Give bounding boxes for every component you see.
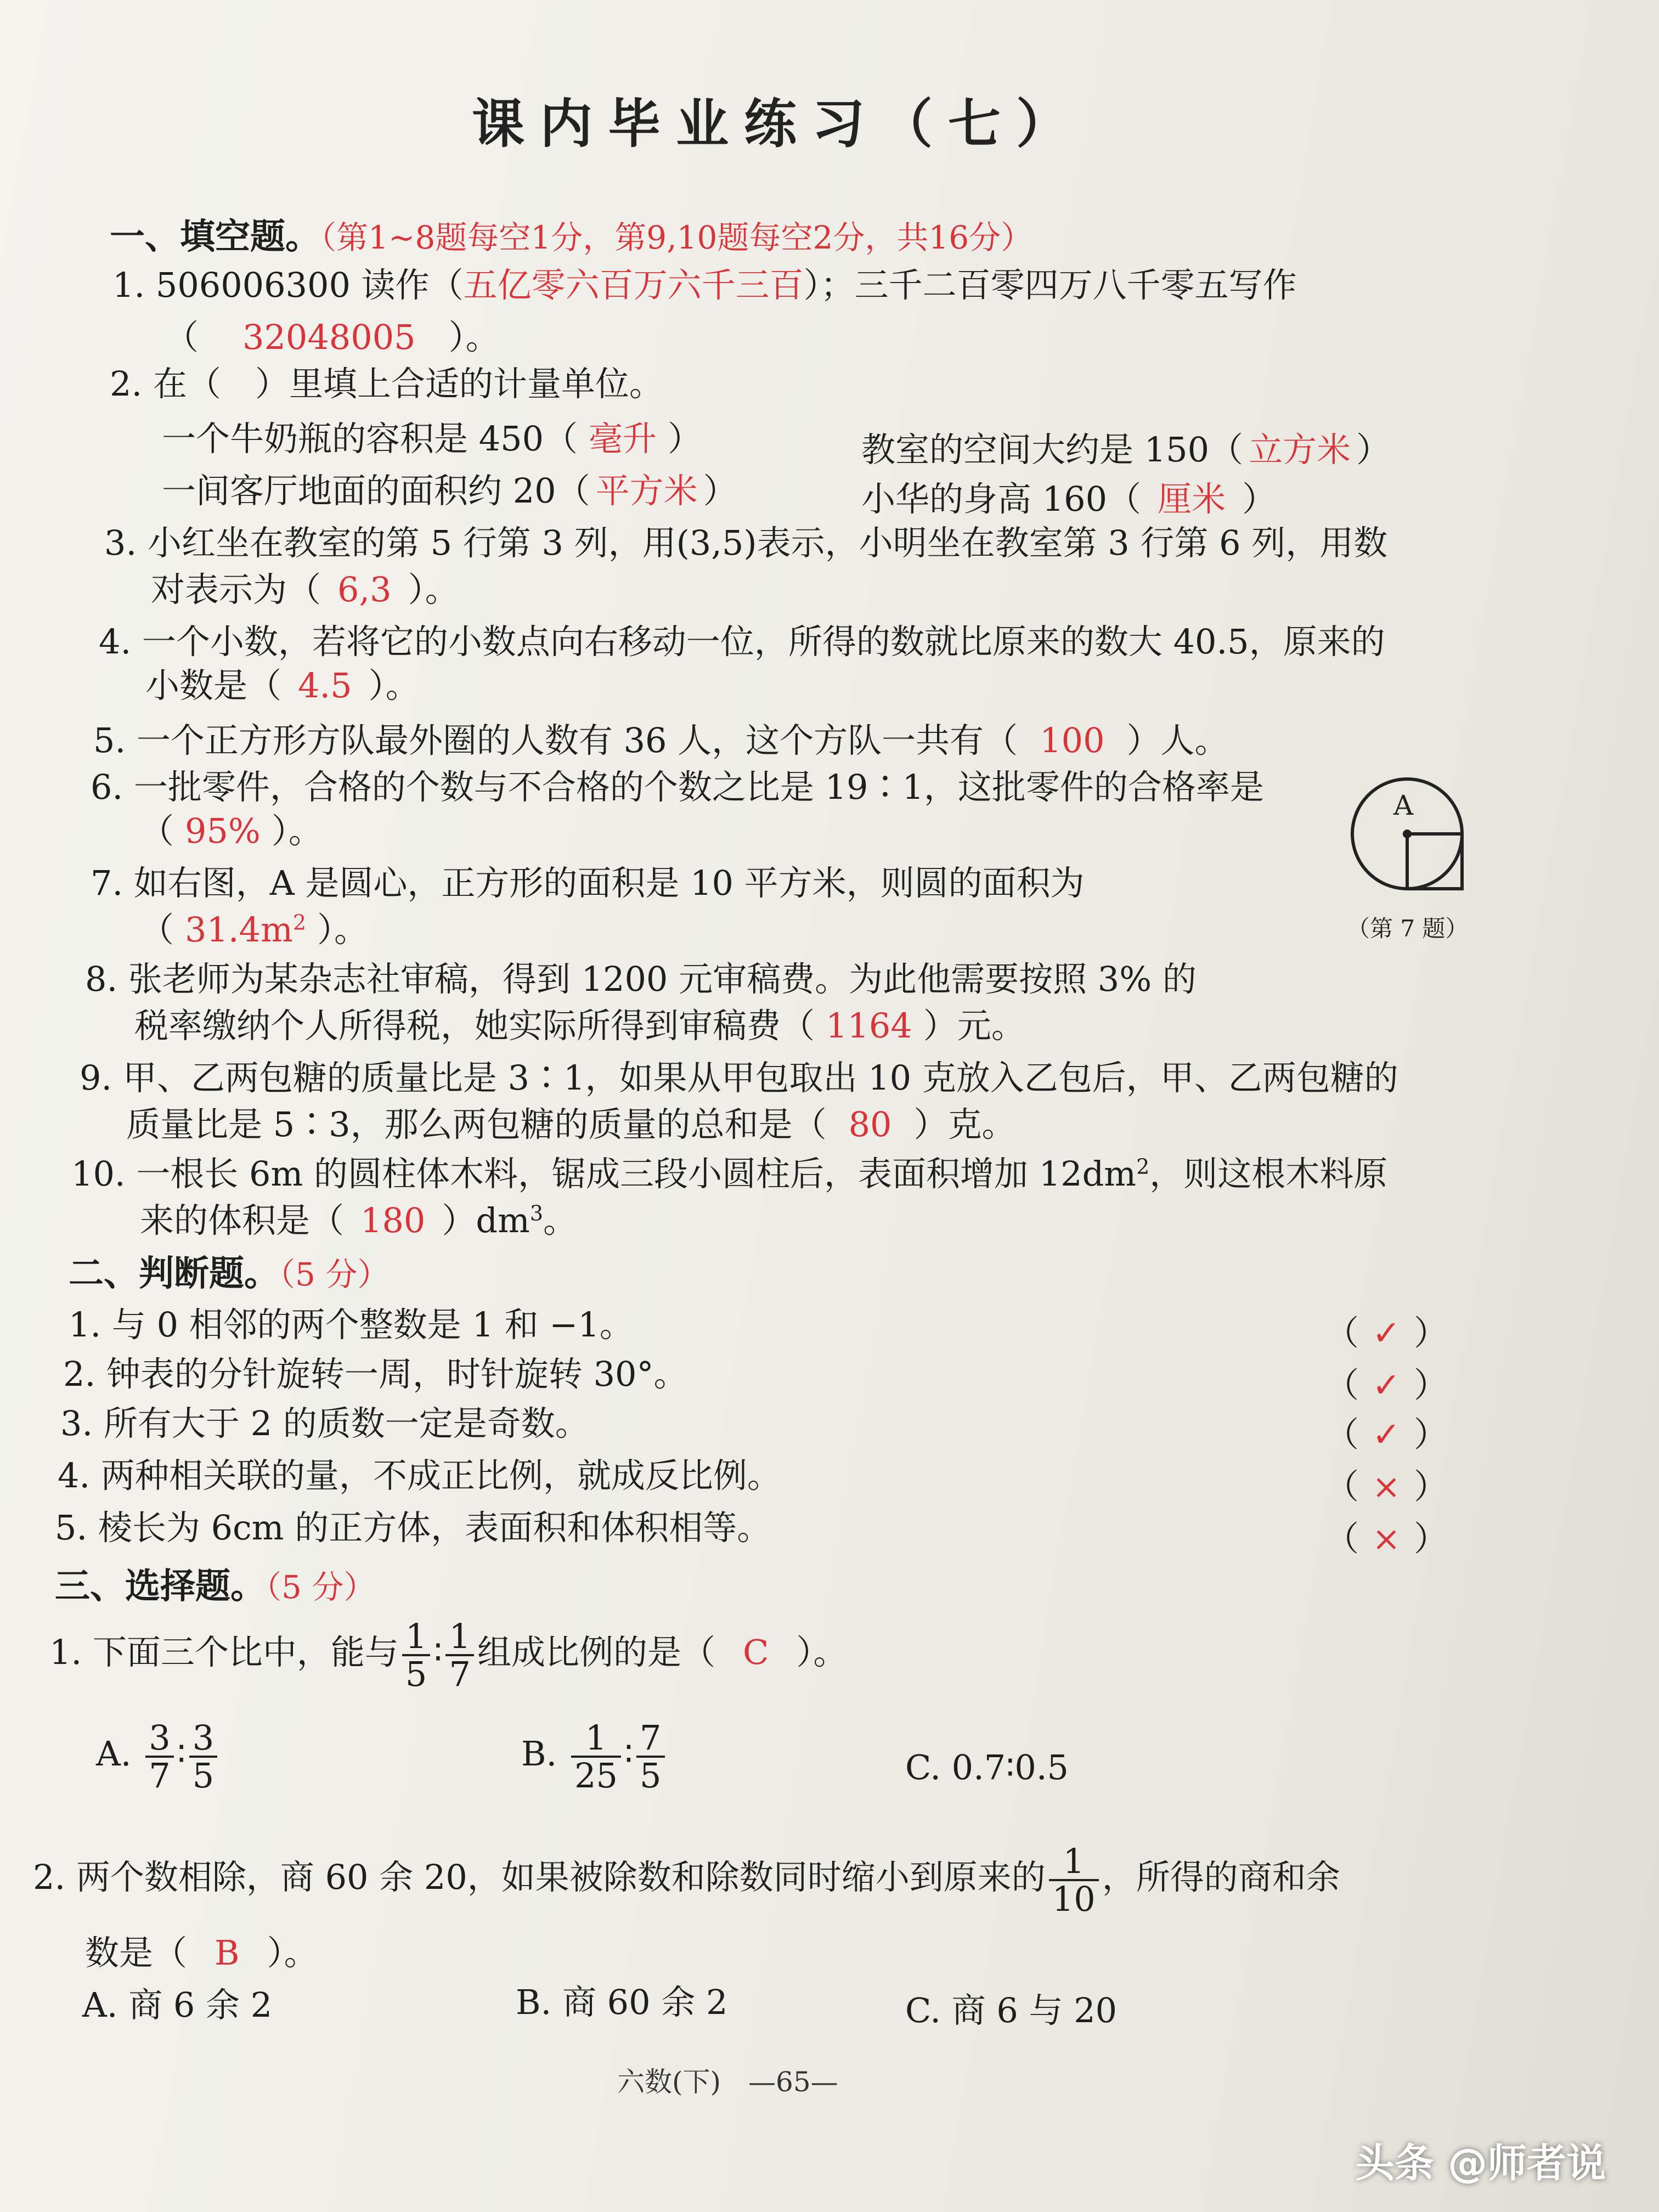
q2-a1-text: 一个牛奶瓶的容积是 450（ bbox=[162, 419, 578, 459]
q7-text-b: （ bbox=[140, 910, 174, 950]
q2-item-livingroom bbox=[162, 464, 737, 512]
q8-answer: 1164 bbox=[826, 1006, 912, 1046]
judge-check-mark: ✓ bbox=[1372, 1414, 1401, 1454]
judge-answer-box bbox=[1325, 1306, 1448, 1355]
judge-text: 钟表的分针旋转一周，时针旋转 30°。 bbox=[106, 1354, 688, 1394]
judge-text: 两种相关联的量，不成正比例，就成反比例。 bbox=[100, 1455, 781, 1496]
q2-b2-answer: 厘米 bbox=[1158, 479, 1226, 519]
q9-text-c: ）克。 bbox=[913, 1104, 1016, 1144]
q10-num: 10. bbox=[71, 1154, 126, 1194]
q4-text-b: 小数是（ bbox=[145, 665, 282, 706]
fraction bbox=[145, 1718, 173, 1796]
frac-numerator: 1 bbox=[445, 1618, 473, 1656]
judge-paren-close: ） bbox=[1413, 1519, 1448, 1559]
choice-q1-answer: C bbox=[742, 1632, 769, 1673]
judge-text: 与 0 相邻的两个整数是 1 和 −1。 bbox=[111, 1305, 634, 1345]
judge-item bbox=[60, 1396, 589, 1445]
q8-num: 8. bbox=[85, 959, 118, 999]
q7-line1 bbox=[91, 856, 1085, 905]
judge-answer-box bbox=[1325, 1407, 1448, 1456]
q7-figure-caption: （第 7 题） bbox=[1347, 915, 1469, 942]
q7-num: 7. bbox=[91, 863, 123, 903]
q1-text-b: ）；三千二百零四万八千零五写作 bbox=[803, 265, 1297, 305]
section3-score: （5 分） bbox=[266, 1568, 376, 1606]
q6-line2 bbox=[140, 804, 323, 853]
choice-q2-option-b: B. 商 60 余 2 bbox=[516, 1982, 728, 2022]
judge-item bbox=[55, 1500, 771, 1549]
judge-paren-open: （ bbox=[1325, 1466, 1359, 1506]
q9-text-b: 质量比是 5∶3，那么两包糖的质量的总和是（ bbox=[126, 1104, 827, 1144]
choice-q1-num: 1. bbox=[49, 1632, 82, 1673]
q10-sup-b: 3 bbox=[529, 1201, 544, 1226]
section3-heading: 三、选择题。 bbox=[55, 1566, 266, 1607]
ratio-colon: ∶ bbox=[433, 1632, 443, 1673]
q4-text-c: ）。 bbox=[368, 665, 420, 706]
fraction bbox=[636, 1718, 664, 1796]
judge-num: 1. bbox=[69, 1305, 101, 1345]
q7-text-c: ）。 bbox=[317, 910, 369, 950]
q10-text-d: 。 bbox=[543, 1200, 578, 1240]
q7-answer bbox=[185, 910, 306, 950]
q2-a1-end: ） bbox=[668, 419, 702, 459]
q7-circle-square-figure bbox=[1347, 774, 1473, 900]
q4-line1 bbox=[99, 614, 1385, 663]
page-title: 课内毕业练习（七） bbox=[472, 93, 1084, 155]
fraction bbox=[189, 1718, 217, 1796]
q8-text-a: 张老师为某杂志社审稿，得到 1200 元审稿费。为此他需要按照 3% 的 bbox=[128, 959, 1197, 999]
q5-num: 5. bbox=[93, 720, 126, 760]
q9-line2 bbox=[126, 1097, 1016, 1146]
q2-item-milk bbox=[162, 411, 702, 460]
q1-text-d: ）。 bbox=[448, 317, 500, 357]
q7-answer-value: 31.4m bbox=[185, 910, 293, 950]
q6-text-b: （ bbox=[140, 811, 174, 851]
q2-b1-end: ） bbox=[703, 471, 737, 511]
q3-text-c: ）。 bbox=[408, 569, 459, 610]
q1-answer-b: 32048005 bbox=[242, 317, 416, 357]
judge-answer-box bbox=[1325, 1358, 1448, 1407]
q2-b1-text: 一间客厅地面的面积约 20（ bbox=[162, 471, 590, 511]
option-label: B. bbox=[521, 1734, 557, 1774]
q10-sup-a: 2 bbox=[1136, 1154, 1150, 1179]
choice-q2-option-c: C. 商 6 与 20 bbox=[905, 1990, 1118, 2030]
q2-a2-end: ） bbox=[1356, 430, 1391, 470]
q9-num: 9. bbox=[80, 1058, 112, 1098]
q2-text: 在（ ）里填上合适的计量单位。 bbox=[153, 364, 663, 404]
choice-q2-option-a: A. 商 6 余 2 bbox=[82, 1985, 273, 2025]
frac-numerator: 1 bbox=[571, 1720, 621, 1758]
q5-line bbox=[93, 713, 1229, 762]
q3-line2 bbox=[151, 562, 459, 611]
judge-paren-open: （ bbox=[1325, 1365, 1359, 1405]
q2-a2-answer: 立方米 bbox=[1249, 430, 1351, 470]
q5-text-a: 一个正方形方队最外圈的人数有 36 人，这个方队一共有（ bbox=[136, 720, 1018, 760]
ratio-colon: ∶ bbox=[624, 1734, 634, 1774]
q2-b2-text: 小华的身高 160（ bbox=[861, 479, 1142, 519]
q10-line1 bbox=[71, 1147, 1387, 1195]
q3-answer: 6,3 bbox=[337, 569, 392, 610]
judge-paren-open: （ bbox=[1325, 1519, 1359, 1559]
choice-q1-text-c: ）。 bbox=[796, 1632, 848, 1673]
frac-denominator: 7 bbox=[449, 1654, 471, 1695]
choice-q2-text-b: 数是（ bbox=[85, 1933, 188, 1973]
q1-text-a: 506006300 读作（ bbox=[155, 265, 464, 305]
q1-answer-a: 五亿零六百万六千三百 bbox=[463, 265, 804, 305]
frac-denominator: 25 bbox=[574, 1756, 618, 1796]
frac-denominator: 10 bbox=[1052, 1879, 1096, 1920]
q8-text-c: ）元。 bbox=[923, 1006, 1025, 1046]
judge-paren-close: ） bbox=[1413, 1313, 1448, 1353]
choice-q2-text-a2: ，所得的商和余 bbox=[1102, 1857, 1340, 1898]
q7-line2 bbox=[140, 902, 368, 951]
judge-item bbox=[63, 1347, 687, 1396]
q10-text-b: 来的体积是（ bbox=[140, 1200, 345, 1240]
q10-text-c: ）dm bbox=[442, 1200, 530, 1240]
frac-numerator: 7 bbox=[636, 1720, 664, 1758]
section2-heading: 二、判断题。 bbox=[69, 1253, 279, 1294]
q2-a2-text: 教室的空间大约是 150（ bbox=[861, 430, 1244, 470]
q1-line1 bbox=[112, 258, 1297, 307]
choice-q1-line bbox=[49, 1616, 848, 1695]
q10-line2 bbox=[140, 1193, 577, 1242]
q7-text-a: 如右图，A 是圆心，正方形的面积是 10 平方米，则圆的面积为 bbox=[133, 863, 1085, 903]
choice-q1-option-b bbox=[521, 1718, 668, 1796]
q2-line1 bbox=[110, 357, 663, 405]
q7-answer-sup: 2 bbox=[292, 910, 307, 935]
q8-line1 bbox=[85, 952, 1197, 1001]
ratio-colon: ∶ bbox=[177, 1734, 186, 1774]
q6-num: 6. bbox=[91, 767, 123, 807]
frac-numerator: 3 bbox=[189, 1720, 217, 1758]
choice-q1-option-c: C. 0.7∶0.5 bbox=[905, 1747, 1069, 1787]
frac-denominator: 5 bbox=[405, 1654, 427, 1695]
judge-paren-close: ） bbox=[1413, 1365, 1448, 1405]
judge-item bbox=[69, 1297, 634, 1346]
frac-numerator: 1 bbox=[1049, 1843, 1099, 1881]
choice-q1-text-a: 下面三个比中，能与 bbox=[92, 1632, 399, 1673]
judge-num: 2. bbox=[63, 1354, 96, 1394]
q3-line1 bbox=[104, 516, 1387, 565]
q7-figure-label: A bbox=[1393, 789, 1414, 821]
q5-text-b: ）人。 bbox=[1126, 720, 1229, 760]
section1-heading: 一、填空题。 bbox=[110, 216, 320, 257]
judge-num: 4. bbox=[58, 1455, 91, 1496]
section1-score: （第1~8题每空1分，第9,10题每空2分，共16分） bbox=[320, 219, 1033, 256]
choice-q2-text-a: 两个数相除，商 60 余 20，如果被除数和除数同时缩小到原来的 bbox=[76, 1857, 1046, 1898]
q9-text-a: 甲、乙两包糖的质量比是 3∶1，如果从甲包取出 10 克放入乙包后，甲、乙两包糖的 bbox=[122, 1058, 1398, 1098]
q4-line2 bbox=[145, 658, 420, 707]
q4-answer: 4.5 bbox=[298, 665, 352, 706]
q10-text-a2: ，则这根木料原 bbox=[1149, 1154, 1388, 1194]
judge-item bbox=[58, 1448, 781, 1497]
judge-cross-mark: × bbox=[1372, 1519, 1401, 1559]
choice-q2-answer: B bbox=[215, 1933, 240, 1973]
judge-answer-box bbox=[1325, 1511, 1448, 1560]
q2-item-height bbox=[861, 472, 1276, 521]
choice-q2-text-c: ）。 bbox=[267, 1933, 318, 1973]
q5-answer: 100 bbox=[1040, 720, 1105, 760]
q2-b1-answer: 平方米 bbox=[595, 471, 698, 511]
q6-text-c: ）。 bbox=[271, 811, 323, 851]
page-footer: 六数(下) —65— bbox=[617, 2066, 838, 2098]
judge-check-mark: ✓ bbox=[1372, 1365, 1401, 1405]
choice-q1-option-a bbox=[96, 1718, 221, 1796]
judge-num: 3. bbox=[60, 1403, 93, 1443]
choice-q1-text-b: 组成比例的是（ bbox=[477, 1632, 715, 1673]
q6-answer: 95% bbox=[185, 811, 261, 851]
q10-answer: 180 bbox=[360, 1200, 426, 1240]
judge-paren-close: ） bbox=[1413, 1466, 1448, 1506]
choice-q2-num: 2. bbox=[33, 1857, 66, 1898]
fraction-one-fifth bbox=[402, 1616, 430, 1695]
q6-text-a: 一批零件，合格的个数与不合格的个数之比是 19∶1，这批零件的合格率是 bbox=[133, 767, 1264, 807]
q10-text-a: 一根长 6m 的圆柱体木料，锯成三段小圆柱后，表面积增加 12dm bbox=[136, 1154, 1137, 1194]
judge-text: 所有大于 2 的质数一定是奇数。 bbox=[103, 1403, 589, 1443]
judge-check-mark: ✓ bbox=[1372, 1313, 1401, 1353]
q2-item-classroom bbox=[861, 422, 1390, 471]
judge-paren-close: ） bbox=[1413, 1414, 1448, 1454]
q3-num: 3. bbox=[104, 523, 137, 563]
q8-line2 bbox=[134, 998, 1025, 1047]
fraction bbox=[571, 1718, 621, 1796]
q1-num: 1. bbox=[112, 265, 145, 305]
choice-q2-line2 bbox=[85, 1926, 318, 1974]
option-label: A. bbox=[96, 1734, 132, 1774]
q1-text-c: （ bbox=[165, 317, 199, 357]
frac-numerator: 3 bbox=[145, 1720, 173, 1758]
q2-num: 2. bbox=[110, 364, 143, 404]
fraction-one-tenth bbox=[1049, 1841, 1099, 1920]
judge-text: 棱长为 6cm 的正方体，表面积和体积相等。 bbox=[98, 1508, 771, 1548]
fraction-one-seventh bbox=[445, 1616, 473, 1695]
q3-text-b: 对表示为（ bbox=[151, 569, 321, 610]
q6-line1 bbox=[91, 760, 1264, 809]
q4-text-a: 一个小数，若将它的小数点向右移动一位，所得的数就比原来的数大 40.5，原来的 bbox=[142, 622, 1385, 662]
q2-a1-answer: 毫升 bbox=[589, 419, 657, 459]
q4-num: 4. bbox=[99, 622, 132, 662]
watermark: 头条 @师者说 bbox=[1355, 2140, 1606, 2186]
frac-denominator: 5 bbox=[192, 1756, 215, 1796]
judge-num: 5. bbox=[55, 1508, 88, 1548]
q3-text-a: 小红坐在教室的第 5 行第 3 列，用(3,5)表示，小明坐在教室第 3 行第 6 列，用数 bbox=[147, 523, 1388, 563]
q9-answer: 80 bbox=[848, 1104, 892, 1144]
section3-heading-row bbox=[55, 1558, 375, 1609]
choice-q2-line1 bbox=[33, 1841, 1340, 1920]
judge-paren-open: （ bbox=[1325, 1313, 1359, 1353]
q2-b2-end: ） bbox=[1242, 479, 1277, 519]
section2-score: （5 分） bbox=[279, 1256, 390, 1293]
frac-denominator: 5 bbox=[640, 1756, 662, 1796]
judge-cross-mark: × bbox=[1372, 1466, 1401, 1506]
frac-denominator: 7 bbox=[149, 1756, 171, 1796]
frac-numerator: 1 bbox=[402, 1618, 430, 1656]
q7-center-dot bbox=[1403, 830, 1412, 838]
section1-heading-row bbox=[110, 208, 1032, 259]
judge-answer-box bbox=[1325, 1459, 1448, 1508]
q1-line2 bbox=[165, 310, 500, 359]
judge-paren-open: （ bbox=[1325, 1414, 1359, 1454]
q8-text-b: 税率缴纳个人所得税，她实际所得到审稿费（ bbox=[134, 1006, 815, 1046]
section2-heading-row bbox=[69, 1245, 389, 1296]
q9-line1 bbox=[80, 1051, 1398, 1099]
